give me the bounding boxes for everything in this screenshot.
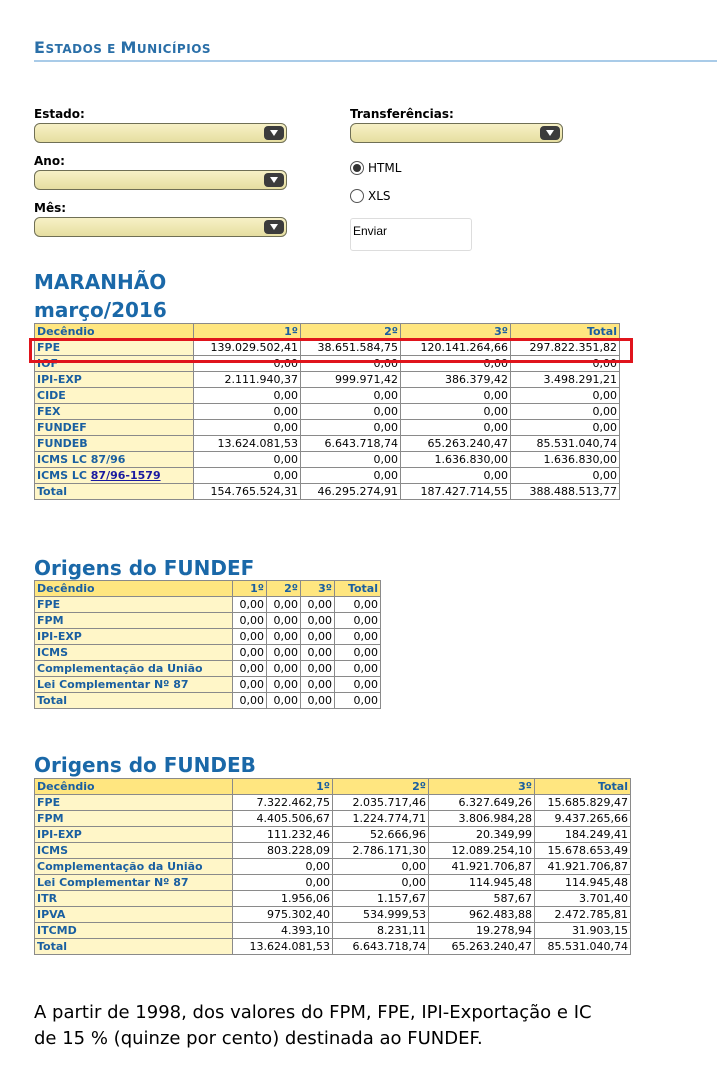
cell-value: 0,00 [233, 661, 267, 677]
transfers-row [35, 452, 620, 468]
cell-value: 6.643.718,74 [333, 939, 429, 955]
cell-value: 1.636.830,00 [511, 452, 620, 468]
cell-value: 587,67 [429, 891, 535, 907]
cell-value: 3.498.291,21 [511, 372, 620, 388]
cell-value: 534.999,53 [333, 907, 429, 923]
cell-value: 0,00 [233, 597, 267, 613]
column-header-1: 1º [233, 779, 333, 795]
row-label: FPE [35, 340, 194, 356]
row-label: IPI-EXP [35, 827, 233, 843]
fundef-title: Origens do FUNDEF [34, 556, 255, 580]
radio-xls[interactable] [350, 189, 364, 203]
cell-value: 31.903,15 [535, 923, 631, 939]
transferencias-select[interactable] [350, 123, 563, 143]
period-title: março/2016 [34, 298, 167, 322]
cell-value: 3.806.984,28 [429, 811, 535, 827]
cell-value: 0,00 [511, 468, 620, 484]
cell-value: 120.141.264,66 [401, 340, 511, 356]
column-header-2: 2º [267, 581, 301, 597]
transfers-row [35, 484, 620, 500]
chevron-down-icon [264, 126, 284, 140]
cell-value: 2.786.171,30 [333, 843, 429, 859]
column-header-1: 1º [194, 324, 301, 340]
cell-value: 0,00 [335, 693, 381, 709]
row-label: FUNDEB [35, 436, 194, 452]
cell-value: 0,00 [301, 452, 401, 468]
ano-label: Ano: [34, 154, 65, 168]
row-label: ITCMD [35, 923, 233, 939]
row-label-prefix: ICMS LC [37, 469, 91, 482]
cell-value: 46.295.274,91 [301, 484, 401, 500]
column-header-2: 2º [333, 779, 429, 795]
cell-value: 0,00 [233, 645, 267, 661]
fundeb-row [35, 939, 631, 955]
fundeb-row [35, 795, 631, 811]
format-html-option[interactable] [350, 161, 401, 175]
row-label: FPM [35, 613, 233, 629]
cell-value: 0,00 [301, 388, 401, 404]
cell-value: 1.956,06 [233, 891, 333, 907]
cell-value: 19.278,94 [429, 923, 535, 939]
cell-value: 0,00 [233, 677, 267, 693]
cell-value: 0,00 [301, 468, 401, 484]
cell-value: 0,00 [511, 356, 620, 372]
cell-value: 41.921.706,87 [535, 859, 631, 875]
fundeb-table [34, 778, 631, 955]
cell-value: 9.437.265,66 [535, 811, 631, 827]
fundeb-title: Origens do FUNDEB [34, 753, 256, 777]
column-header-2: 2º [301, 324, 401, 340]
fundeb-row [35, 827, 631, 843]
cell-value: 0,00 [301, 661, 335, 677]
cell-value: 0,00 [335, 645, 381, 661]
cell-value: 1.157,67 [333, 891, 429, 907]
cell-value: 0,00 [194, 356, 301, 372]
fundeb-row [35, 843, 631, 859]
table-header-row [35, 779, 631, 795]
transfers-row [35, 436, 620, 452]
format-xls-label: XLS [368, 189, 391, 203]
estado-label: Estado: [34, 107, 85, 121]
cell-value: 52.666,96 [333, 827, 429, 843]
cell-value: 0,00 [335, 661, 381, 677]
cell-value: 0,00 [301, 613, 335, 629]
column-header-label: Decêndio [35, 581, 233, 597]
transfers-row [35, 468, 620, 484]
chevron-down-icon [540, 126, 560, 140]
column-header-3: 3º [301, 581, 335, 597]
footnote-line-2: de 15 % (quinze por cento) destinada ao FUNDEF. [34, 1028, 483, 1049]
cell-value: 388.488.513,77 [511, 484, 620, 500]
transfers-row [35, 420, 620, 436]
cell-value: 139.029.502,41 [194, 340, 301, 356]
cell-value: 0,00 [267, 661, 301, 677]
cell-value: 114.945,48 [535, 875, 631, 891]
column-header-4: Total [535, 779, 631, 795]
fundeb-row [35, 875, 631, 891]
footnote-line-1: A partir de 1998, dos valores do FPM, FPE, IPI-Exportação e IC [34, 1002, 592, 1023]
cell-value: 13.624.081,53 [194, 436, 301, 452]
cell-value: 0,00 [233, 875, 333, 891]
column-header-1: 1º [233, 581, 267, 597]
cell-value: 0,00 [267, 597, 301, 613]
row-label: FPM [35, 811, 233, 827]
section-title: ESTADOS E MUNICÍPIOS [34, 38, 717, 62]
cell-value: 0,00 [401, 420, 511, 436]
row-label: Complementação da União [35, 661, 233, 677]
row-label: IOF [35, 356, 194, 372]
fundeb-row [35, 923, 631, 939]
cell-value: 0,00 [301, 356, 401, 372]
cell-value: 0,00 [401, 388, 511, 404]
row-label: Total [35, 693, 233, 709]
cell-value: 0,00 [401, 404, 511, 420]
cell-value: 7.322.462,75 [233, 795, 333, 811]
fundef-row [35, 645, 381, 661]
cell-value: 0,00 [301, 404, 401, 420]
cell-value: 297.822.351,82 [511, 340, 620, 356]
cell-value: 6.643.718,74 [301, 436, 401, 452]
row-label: FPE [35, 597, 233, 613]
cell-value: 0,00 [333, 875, 429, 891]
row-label: IPVA [35, 907, 233, 923]
cell-value: 0,00 [194, 452, 301, 468]
cell-value: 114.945,48 [429, 875, 535, 891]
cell-value: 0,00 [267, 613, 301, 629]
cell-value: 38.651.584,75 [301, 340, 401, 356]
transferencias-label: Transferências: [350, 107, 454, 121]
cell-value: 0,00 [511, 404, 620, 420]
fundef-row [35, 629, 381, 645]
row-label: Lei Complementar Nº 87 [35, 875, 233, 891]
transfers-row [35, 388, 620, 404]
cell-value: 2.111.940,37 [194, 372, 301, 388]
mes-label: Mês: [34, 201, 67, 215]
cell-value: 0,00 [301, 629, 335, 645]
fundeb-row [35, 891, 631, 907]
cell-value: 0,00 [194, 420, 301, 436]
row-label: IPI-EXP [35, 372, 194, 388]
row-label: Total [35, 484, 194, 500]
cell-value: 2.035.717,46 [333, 795, 429, 811]
cell-value: 999.971,42 [301, 372, 401, 388]
cell-value: 8.231,11 [333, 923, 429, 939]
cell-value: 4.393,10 [233, 923, 333, 939]
row-label: ICMS [35, 843, 233, 859]
cell-value: 1.224.774,71 [333, 811, 429, 827]
row-label: ICMS [35, 645, 233, 661]
cell-value: 4.405.506,67 [233, 811, 333, 827]
row-label [35, 468, 194, 484]
highlight-box [29, 338, 633, 363]
fundeb-row [35, 811, 631, 827]
cell-value: 0,00 [511, 420, 620, 436]
cell-value: 15.678.653,49 [535, 843, 631, 859]
transfers-row [35, 372, 620, 388]
chevron-down-icon [264, 220, 284, 234]
cell-value: 0,00 [401, 468, 511, 484]
fundef-row [35, 613, 381, 629]
cell-value: 0,00 [301, 645, 335, 661]
column-header-label: Decêndio [35, 324, 194, 340]
fundef-table [34, 580, 381, 709]
cell-value: 0,00 [301, 597, 335, 613]
cell-value: 154.765.524,31 [194, 484, 301, 500]
cell-value: 41.921.706,87 [429, 859, 535, 875]
row-label: FPE [35, 795, 233, 811]
cell-value: 803.228,09 [233, 843, 333, 859]
radio-html[interactable] [350, 161, 364, 175]
fundef-row [35, 661, 381, 677]
column-header-3: 3º [429, 779, 535, 795]
cell-value: 0,00 [335, 597, 381, 613]
footnote [34, 1000, 717, 1052]
cell-value: 12.089.254,10 [429, 843, 535, 859]
cell-value: 0,00 [233, 629, 267, 645]
cell-value: 0,00 [194, 468, 301, 484]
cell-value: 85.531.040,74 [535, 939, 631, 955]
row-label: FEX [35, 404, 194, 420]
cell-value: 0,00 [267, 677, 301, 693]
estado-select[interactable] [34, 123, 287, 143]
submit-button[interactable]: Enviar [350, 218, 472, 251]
cell-value: 0,00 [333, 859, 429, 875]
cell-value: 2.472.785,81 [535, 907, 631, 923]
row-label: IPI-EXP [35, 629, 233, 645]
table-header-row [35, 581, 381, 597]
cell-value: 0,00 [401, 356, 511, 372]
row-label: ITR [35, 891, 233, 907]
cell-value: 0,00 [511, 388, 620, 404]
cell-value: 0,00 [233, 613, 267, 629]
cell-value: 0,00 [267, 629, 301, 645]
cell-value: 975.302,40 [233, 907, 333, 923]
cell-value: 0,00 [233, 859, 333, 875]
cell-value: 187.427.714,55 [401, 484, 511, 500]
column-header-4: Total [511, 324, 620, 340]
state-title: MARANHÃO [34, 270, 167, 294]
column-header-3: 3º [401, 324, 511, 340]
format-xls-option[interactable] [350, 189, 391, 203]
cell-value: 0,00 [335, 613, 381, 629]
format-html-label: HTML [368, 161, 402, 175]
cell-value: 13.624.081,53 [233, 939, 333, 955]
cell-value: 20.349,99 [429, 827, 535, 843]
fundeb-row [35, 859, 631, 875]
cell-value: 0,00 [335, 677, 381, 693]
cell-value: 85.531.040,74 [511, 436, 620, 452]
chevron-down-icon [264, 173, 284, 187]
lc-87-96-1579-link[interactable]: 87/96-1579 [90, 469, 161, 482]
fundef-row [35, 597, 381, 613]
cell-value: 0,00 [194, 404, 301, 420]
fundeb-row [35, 907, 631, 923]
cell-value: 386.379,42 [401, 372, 511, 388]
column-header-label: Decêndio [35, 779, 233, 795]
cell-value: 962.483,88 [429, 907, 535, 923]
transfers-row [35, 404, 620, 420]
ano-select[interactable] [34, 170, 287, 190]
cell-value: 0,00 [335, 629, 381, 645]
row-label: FUNDEF [35, 420, 194, 436]
fundef-row [35, 693, 381, 709]
row-label: Lei Complementar Nº 87 [35, 677, 233, 693]
cell-value: 111.232,46 [233, 827, 333, 843]
cell-value: 65.263.240,47 [401, 436, 511, 452]
cell-value: 0,00 [301, 677, 335, 693]
cell-value: 0,00 [301, 693, 335, 709]
cell-value: 3.701,40 [535, 891, 631, 907]
column-header-4: Total [335, 581, 381, 597]
cell-value: 1.636.830,00 [401, 452, 511, 468]
row-label: Complementação da União [35, 859, 233, 875]
mes-select[interactable] [34, 217, 287, 237]
cell-value: 65.263.240,47 [429, 939, 535, 955]
row-label: Total [35, 939, 233, 955]
row-label: ICMS LC 87/96 [35, 452, 194, 468]
cell-value: 0,00 [301, 420, 401, 436]
cell-value: 0,00 [233, 693, 267, 709]
cell-value: 0,00 [267, 693, 301, 709]
cell-value: 15.685.829,47 [535, 795, 631, 811]
row-label: CIDE [35, 388, 194, 404]
cell-value: 0,00 [194, 388, 301, 404]
fundef-row [35, 677, 381, 693]
cell-value: 6.327.649,26 [429, 795, 535, 811]
cell-value: 184.249,41 [535, 827, 631, 843]
cell-value: 0,00 [267, 645, 301, 661]
